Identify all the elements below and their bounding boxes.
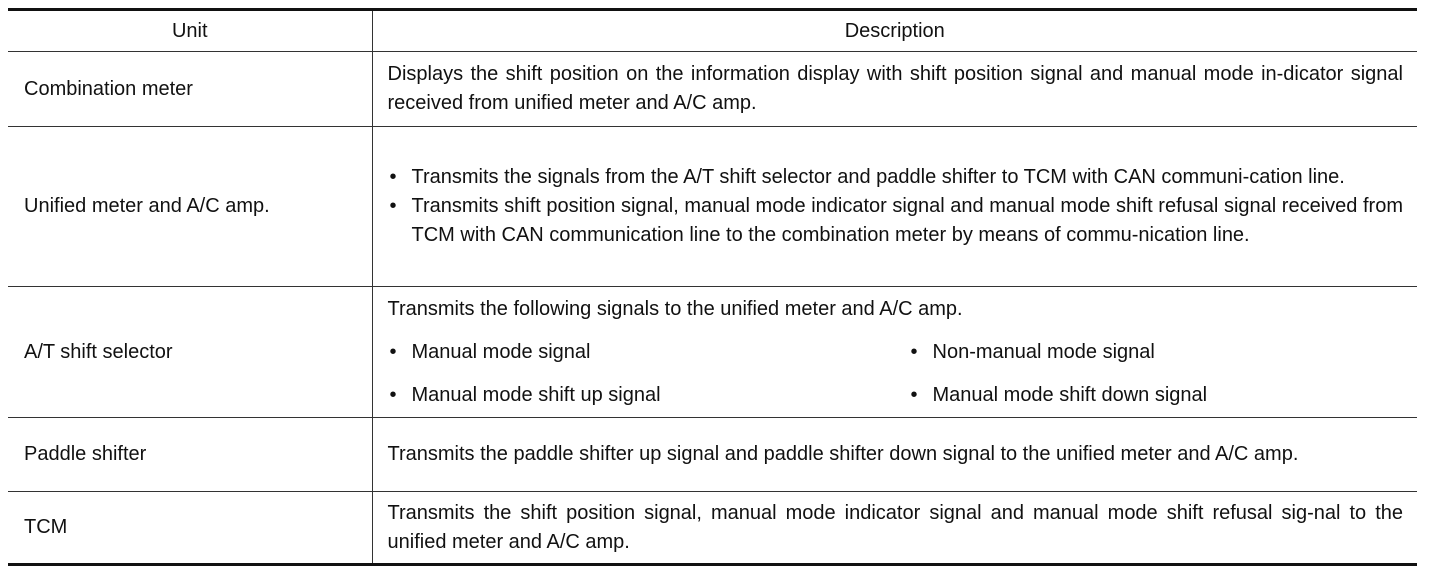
description-intro: Transmits the following signals to the unified meter and A/C amp. <box>387 297 963 320</box>
description-text: Displays the shift position on the information display with shift position signal and manual mode in-dicator signal received from unified meter and A/C amp. <box>387 63 1403 114</box>
signal-item <box>388 381 909 410</box>
signal-text: Manual mode shift down signal <box>932 383 1208 406</box>
signal-grid <box>388 338 1404 410</box>
bullet-text: Transmits shift position signal, manual mode indicator signal and manual mode shift refusal signal received from TCM with CAN communication line to the combination meter by means of commu-nication line. <box>411 195 1403 246</box>
signal-text: Non-manual mode signal <box>932 340 1155 363</box>
table-row-paddle-shifter <box>8 418 1417 492</box>
description-cell <box>372 52 1417 127</box>
unit-cell: Paddle shifter <box>8 418 372 492</box>
table-row-combination-meter <box>8 52 1417 127</box>
unit-cell: A/T shift selector <box>8 287 372 418</box>
bullet-icon: • <box>389 383 397 406</box>
bullet-icon: • <box>910 383 918 406</box>
signal-item <box>909 381 1409 410</box>
bullet-text: Transmits the signals from the A/T shift selector and paddle shifter to TCM with CAN communi-cation line. <box>411 166 1345 188</box>
description-cell <box>372 127 1417 287</box>
description-text: Transmits the shift position signal, manual mode indicator signal and manual mode shift refusal sig-nal to the unified meter and A/C amp. <box>387 501 1403 553</box>
description-text: Transmits the paddle shifter up signal and paddle shifter down signal to the unified meter and A/C amp. <box>387 443 1299 465</box>
bullet-icon: • <box>389 195 397 217</box>
signal-item <box>909 338 1409 367</box>
unit-cell: Combination meter <box>8 52 372 127</box>
bullet-icon: • <box>389 340 397 363</box>
signal-text: Manual mode shift up signal <box>411 383 661 406</box>
bullet-item <box>388 192 1404 250</box>
table-header-row <box>8 10 1417 52</box>
unit-cell: TCM <box>8 492 372 565</box>
description-cell <box>372 418 1417 492</box>
table-row-at-shift-selector <box>8 287 1417 418</box>
signal-item <box>388 338 909 367</box>
unit-description-table <box>8 8 1417 566</box>
description-cell <box>372 287 1417 418</box>
bullet-item <box>388 163 1404 192</box>
bullet-icon: • <box>910 340 918 363</box>
header-description: Description <box>372 10 1417 52</box>
unit-description-table-container <box>8 8 1417 566</box>
bullet-icon: • <box>389 166 397 188</box>
signal-text: Manual mode signal <box>411 340 591 363</box>
bullet-list <box>388 163 1404 250</box>
unit-cell: Unified meter and A/C amp. <box>8 127 372 287</box>
description-cell <box>372 492 1417 565</box>
table-row-tcm <box>8 492 1417 565</box>
header-unit: Unit <box>8 10 372 52</box>
table-row-unified-meter <box>8 127 1417 287</box>
